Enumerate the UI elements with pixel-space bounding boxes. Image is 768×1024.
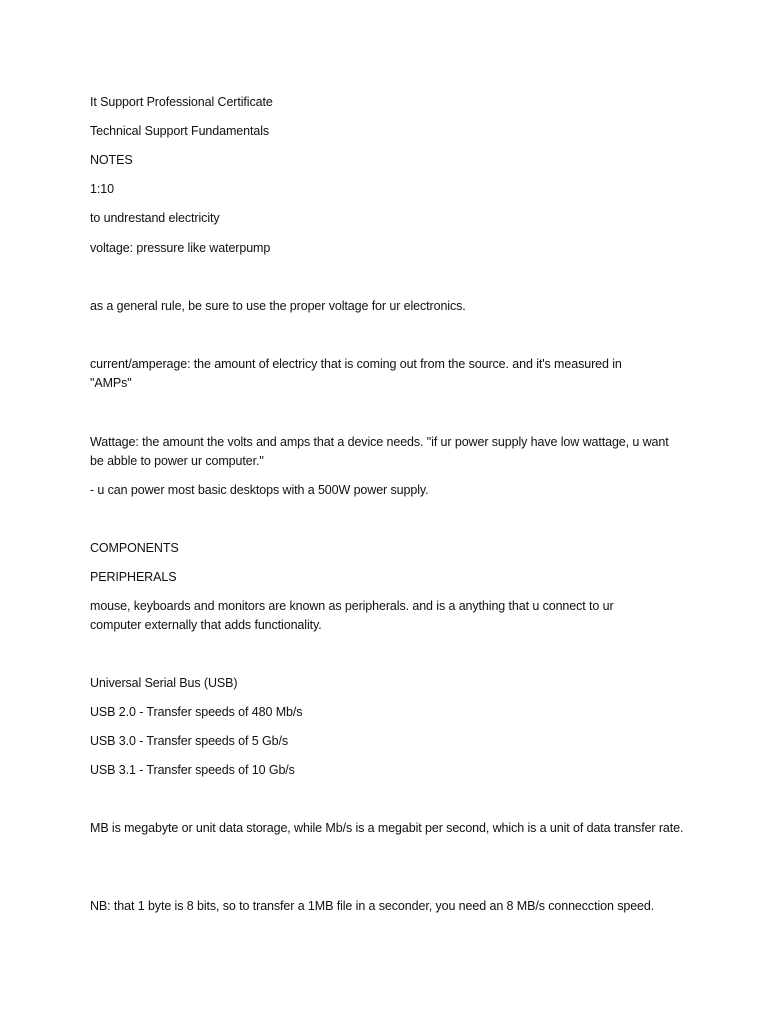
note-paragraph: voltage: pressure like waterpump [90, 241, 271, 255]
note-paragraph: Universal Serial Bus (USB) [90, 676, 238, 690]
list-item: USB 3.0 - Transfer speeds of 5 Gb/s [90, 734, 288, 748]
course-subtitle: Technical Support Fundamentals [90, 124, 270, 138]
note-paragraph: Wattage: the amount the volts and amps that a device needs. "if ur power supply have low wattage, u want be abble to power ur computer." [90, 435, 669, 468]
note-paragraph: - u can power most basic desktops with a 500W power supply. [90, 483, 429, 497]
note-paragraph: current/amperage: the amount of electricy that is coming out from the source. and it's measured in "AMPs" [90, 357, 622, 390]
note-paragraph: mouse, keyboards and monitors are known as peripherals. and is a anything that u connect to ur computer externally that adds functionality. [90, 599, 614, 632]
note-paragraph: as a general rule, be sure to use the proper voltage for ur electronics. [90, 299, 466, 313]
section-heading: PERIPHERALS [90, 570, 177, 584]
timestamp-text: 1:10 [90, 182, 114, 196]
list-item: USB 2.0 - Transfer speeds of 480 Mb/s [90, 705, 303, 719]
notes-heading: NOTES [90, 153, 133, 167]
list-item: USB 3.1 - Transfer speeds of 10 Gb/s [90, 763, 295, 777]
note-paragraph: MB is megabyte or unit data storage, while Mb/s is a megabit per second, which is a unit of data transfer rate. [90, 821, 684, 835]
note-paragraph: to undrestand electricity [90, 211, 220, 225]
course-title: It Support Professional Certificate [90, 95, 273, 109]
section-heading: COMPONENTS [90, 541, 179, 555]
note-paragraph: NB: that 1 byte is 8 bits, so to transfer a 1MB file in a seconder, you need an 8 MB/s connecctiоn speed. [90, 899, 655, 913]
